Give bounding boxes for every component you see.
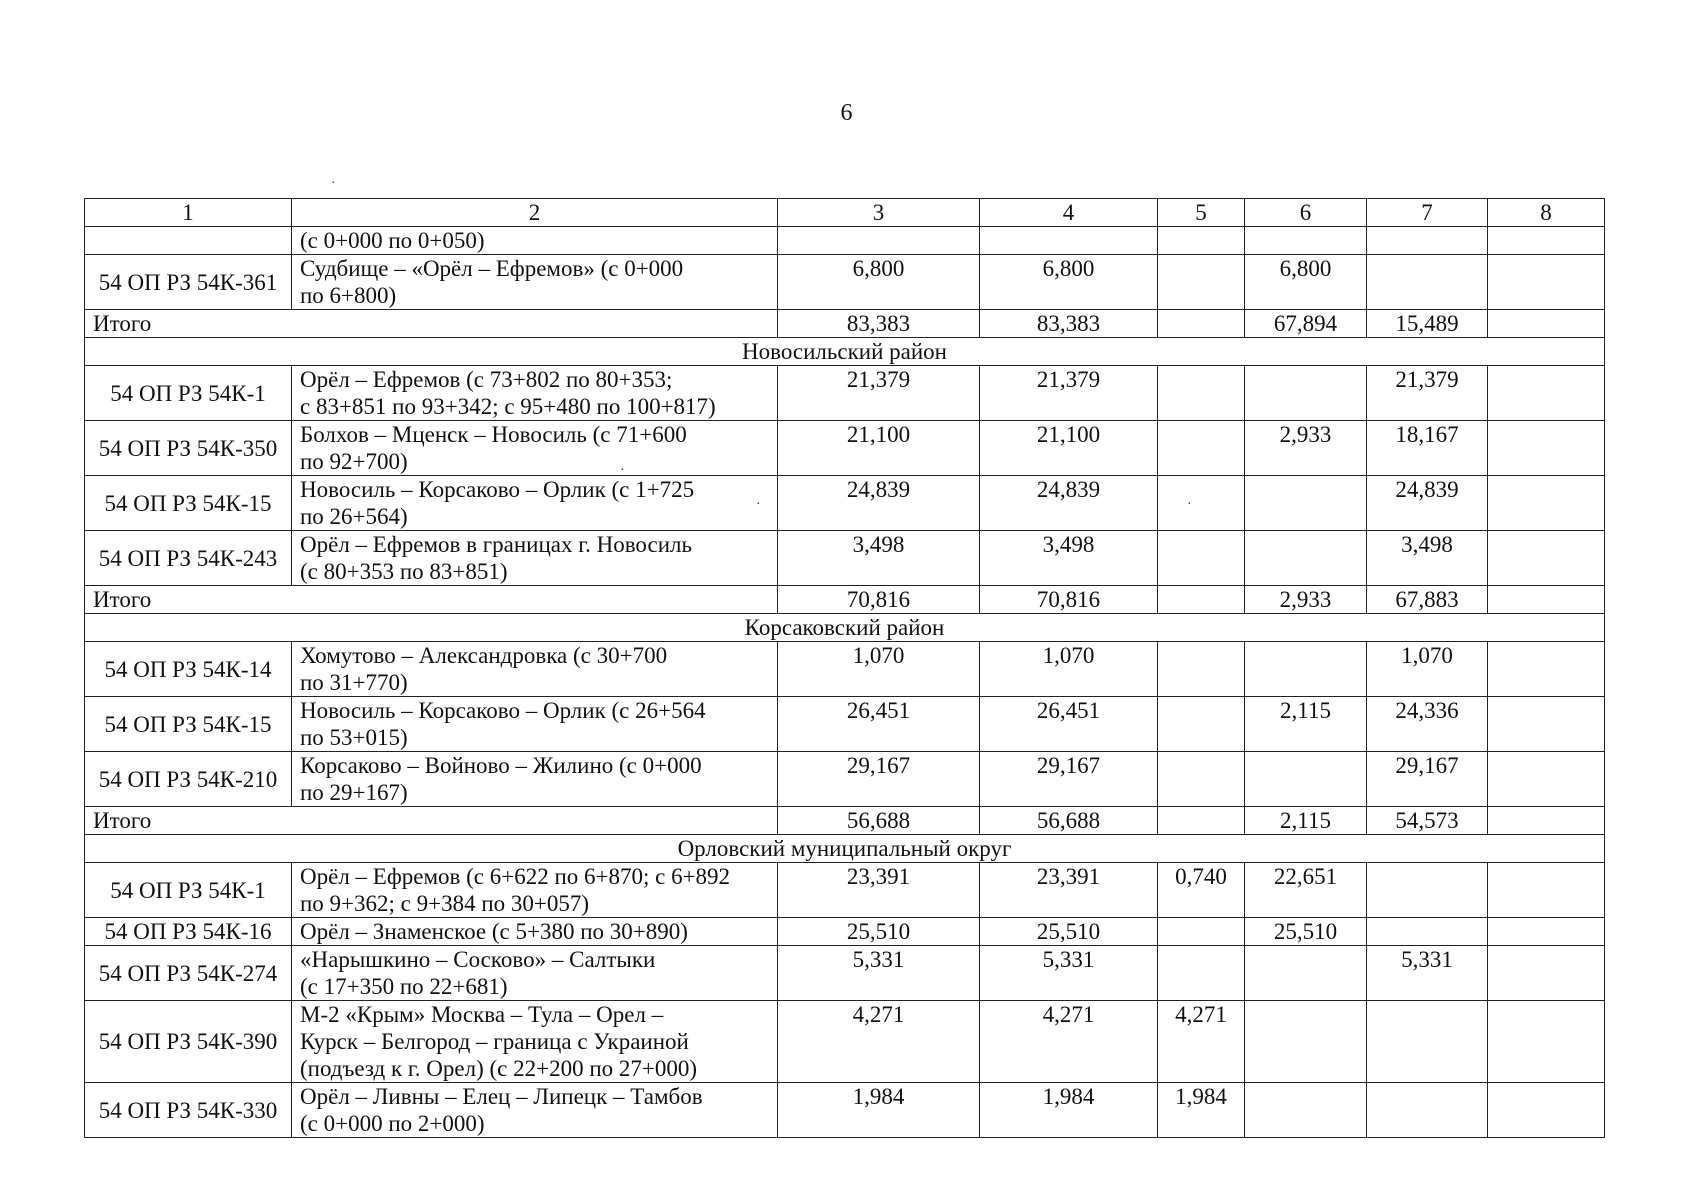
road-code: 54 ОП РЗ 54К-274 [85, 946, 292, 1001]
cell-c3: 21,379 [778, 366, 980, 421]
scan-speck: · [620, 463, 625, 478]
road-name-line: Хомутово – Александровка (с 30+700 [300, 643, 668, 668]
road-code: 54 ОП РЗ 54К-350 [85, 421, 292, 476]
table-row [85, 531, 1605, 586]
table-row [85, 1083, 1605, 1138]
cell-c6: 2,933 [1245, 586, 1367, 614]
cell-c5: 4,271 [1158, 1001, 1245, 1083]
cell-c5 [1158, 476, 1245, 531]
cell-c5 [1158, 918, 1245, 946]
cell-c8 [1488, 1083, 1605, 1138]
cell-c6: 2,933 [1245, 421, 1367, 476]
road-name-line: Орёл – Ефремов (с 73+802 по 80+353; [300, 367, 673, 392]
cell-c3: 23,391 [778, 863, 980, 918]
road-name-line: М-2 «Крым» Москва – Тула – Орел – [300, 1002, 664, 1027]
cell-c3: 56,688 [778, 807, 980, 835]
cell-c7: 15,489 [1367, 310, 1488, 338]
cell-c7 [1367, 255, 1488, 310]
road-name-line: (с 0+000 по 0+050) [300, 228, 485, 253]
cell-c6 [1245, 1083, 1367, 1138]
road-code: 54 ОП РЗ 54К-243 [85, 531, 292, 586]
road-name-line: с 83+851 по 93+342; с 95+480 по 100+817) [300, 394, 716, 419]
district-name: Корсаковский район [85, 614, 1605, 642]
table-row [85, 642, 1605, 697]
cell-c6 [1245, 227, 1367, 255]
cell-c3: 25,510 [778, 918, 980, 946]
cell-c4: 24,839 [980, 476, 1158, 531]
cell-c6: 25,510 [1245, 918, 1367, 946]
cell-c6: 2,115 [1245, 807, 1367, 835]
cell-c7: 67,883 [1367, 586, 1488, 614]
road-code: 54 ОП РЗ 54К-15 [85, 476, 292, 531]
road-name-line: Судбище – «Орёл – Ефремов» (с 0+000 [300, 256, 684, 281]
cell-c6 [1245, 642, 1367, 697]
road-name-line: Орёл – Ливны – Елец – Липецк – Тамбов [300, 1084, 703, 1109]
column-number-5: 5 [1158, 199, 1245, 227]
cell-c5 [1158, 255, 1245, 310]
scan-speck: · [756, 497, 761, 512]
scan-speck: · [1187, 497, 1192, 512]
total-row [85, 807, 1605, 835]
cell-c3: 1,984 [778, 1083, 980, 1138]
cell-c4: 4,271 [980, 1001, 1158, 1083]
road-name [292, 752, 778, 807]
cell-c4: 21,379 [980, 366, 1158, 421]
cell-c4: 25,510 [980, 918, 1158, 946]
road-name [292, 255, 778, 310]
road-name-line: по 26+564) [300, 504, 408, 529]
cell-c8 [1488, 697, 1605, 752]
road-code: 54 ОП РЗ 54К-1 [85, 863, 292, 918]
cell-c7: 3,498 [1367, 531, 1488, 586]
road-name [292, 863, 778, 918]
cell-c3: 26,451 [778, 697, 980, 752]
cell-c5 [1158, 531, 1245, 586]
road-name [292, 227, 778, 255]
total-label: Итого [85, 310, 778, 338]
road-code: 54 ОП РЗ 54К-14 [85, 642, 292, 697]
column-number-2: 2 [292, 199, 778, 227]
cell-c5 [1158, 807, 1245, 835]
cell-c3: 5,331 [778, 946, 980, 1001]
cell-c5 [1158, 227, 1245, 255]
cell-c4: 83,383 [980, 310, 1158, 338]
cell-c6 [1245, 531, 1367, 586]
cell-c8 [1488, 918, 1605, 946]
cell-c7: 18,167 [1367, 421, 1488, 476]
road-name-line: по 53+015) [300, 725, 408, 750]
cell-c7: 24,336 [1367, 697, 1488, 752]
cell-c6: 67,894 [1245, 310, 1367, 338]
table-row [85, 1001, 1605, 1083]
cell-c3: 83,383 [778, 310, 980, 338]
column-number-1: 1 [85, 199, 292, 227]
district-row [85, 338, 1605, 366]
cell-c5 [1158, 366, 1245, 421]
cell-c7: 54,573 [1367, 807, 1488, 835]
cell-c8 [1488, 421, 1605, 476]
road-name-line: по 6+800) [300, 283, 397, 308]
cell-c8 [1488, 586, 1605, 614]
road-code: 54 ОП РЗ 54К-1 [85, 366, 292, 421]
cell-c5 [1158, 752, 1245, 807]
cell-c3: 70,816 [778, 586, 980, 614]
cell-c5 [1158, 642, 1245, 697]
cell-c8 [1488, 310, 1605, 338]
cell-c4: 26,451 [980, 697, 1158, 752]
table-row [85, 918, 1605, 946]
column-number-row [85, 199, 1605, 227]
page-number: 6 [840, 100, 853, 126]
cell-c7 [1367, 227, 1488, 255]
cell-c7 [1367, 1083, 1488, 1138]
road-name [292, 476, 778, 531]
road-name [292, 531, 778, 586]
road-name-line: (с 80+353 по 83+851) [300, 559, 508, 584]
cell-c8 [1488, 752, 1605, 807]
cell-c8 [1488, 1001, 1605, 1083]
cell-c4: 29,167 [980, 752, 1158, 807]
road-name-line: Корсаково – Войново – Жилино (с 0+000 [300, 753, 702, 778]
total-row [85, 586, 1605, 614]
cell-c6 [1245, 946, 1367, 1001]
road-code: 54 ОП РЗ 54К-361 [85, 255, 292, 310]
road-name-line: Курск – Белгород – граница с Украиной [300, 1029, 689, 1054]
cell-c5 [1158, 421, 1245, 476]
road-name-line: по 92+700) [300, 449, 408, 474]
scan-speck: · [331, 176, 336, 191]
cell-c6 [1245, 752, 1367, 807]
road-name-line: Орёл – Ефремов (с 6+622 по 6+870; с 6+892 [300, 864, 731, 889]
road-name [292, 946, 778, 1001]
cell-c7 [1367, 1001, 1488, 1083]
cell-c5 [1158, 586, 1245, 614]
cell-c4: 3,498 [980, 531, 1158, 586]
cell-c4: 5,331 [980, 946, 1158, 1001]
column-number-6: 6 [1245, 199, 1367, 227]
roads-table [84, 198, 1605, 1138]
column-number-8: 8 [1488, 199, 1605, 227]
total-label: Итого [85, 586, 778, 614]
cell-c8 [1488, 946, 1605, 1001]
cell-c4: 23,391 [980, 863, 1158, 918]
road-name-line: Новосиль – Корсаково – Орлик (с 1+725 [300, 477, 695, 502]
cell-c6: 6,800 [1245, 255, 1367, 310]
table-row [85, 255, 1605, 310]
cell-c8 [1488, 366, 1605, 421]
cell-c3: 6,800 [778, 255, 980, 310]
cell-c3: 29,167 [778, 752, 980, 807]
cell-c7: 24,839 [1367, 476, 1488, 531]
district-name: Новосильский район [85, 338, 1605, 366]
cell-c4: 21,100 [980, 421, 1158, 476]
road-name-line: Орёл – Знаменское (с 5+380 по 30+890) [300, 919, 688, 944]
road-code: 54 ОП РЗ 54К-330 [85, 1083, 292, 1138]
cell-c8 [1488, 255, 1605, 310]
road-code: 54 ОП РЗ 54К-15 [85, 697, 292, 752]
road-code: 54 ОП РЗ 54К-390 [85, 1001, 292, 1083]
cell-c4: 56,688 [980, 807, 1158, 835]
district-row [85, 835, 1605, 863]
table-body [85, 199, 1605, 1138]
cell-c5: 1,984 [1158, 1083, 1245, 1138]
cell-c8 [1488, 642, 1605, 697]
table-row [85, 752, 1605, 807]
cell-c6 [1245, 476, 1367, 531]
cell-c8 [1488, 807, 1605, 835]
road-name [292, 366, 778, 421]
cell-c3: 1,070 [778, 642, 980, 697]
cell-c7: 5,331 [1367, 946, 1488, 1001]
total-label: Итого [85, 807, 778, 835]
cell-c3: 4,271 [778, 1001, 980, 1083]
cell-c6: 22,651 [1245, 863, 1367, 918]
cell-c4: 1,984 [980, 1083, 1158, 1138]
road-name-line: (с 0+000 по 2+000) [300, 1111, 485, 1136]
district-name: Орловский муниципальный округ [85, 835, 1605, 863]
table-row [85, 863, 1605, 918]
cell-c5: 0,740 [1158, 863, 1245, 918]
road-code: 54 ОП РЗ 54К-210 [85, 752, 292, 807]
table-row [85, 366, 1605, 421]
cell-c7 [1367, 918, 1488, 946]
cell-c6 [1245, 1001, 1367, 1083]
column-number-4: 4 [980, 199, 1158, 227]
road-name [292, 1083, 778, 1138]
road-name [292, 918, 778, 946]
cell-c6: 2,115 [1245, 697, 1367, 752]
cell-c7 [1367, 863, 1488, 918]
table-row [85, 697, 1605, 752]
table-row [85, 227, 1605, 255]
cell-c7: 1,070 [1367, 642, 1488, 697]
road-name [292, 421, 778, 476]
road-name-line: Новосиль – Корсаково – Орлик (с 26+564 [300, 698, 706, 723]
cell-c7: 21,379 [1367, 366, 1488, 421]
table-row [85, 946, 1605, 1001]
cell-c4: 70,816 [980, 586, 1158, 614]
road-name-line: по 31+770) [300, 670, 408, 695]
road-name [292, 1001, 778, 1083]
road-name-line: Болхов – Мценск – Новосиль (с 71+600 [300, 422, 687, 447]
road-name-line: (подъезд к г. Орел) (с 22+200 по 27+000) [300, 1056, 698, 1081]
cell-c5 [1158, 697, 1245, 752]
cell-c8 [1488, 476, 1605, 531]
cell-c3: 24,839 [778, 476, 980, 531]
table-row [85, 476, 1605, 531]
cell-c4: 1,070 [980, 642, 1158, 697]
cell-c4: 6,800 [980, 255, 1158, 310]
road-name-line: по 29+167) [300, 780, 408, 805]
cell-c8 [1488, 531, 1605, 586]
cell-c5 [1158, 946, 1245, 1001]
column-number-7: 7 [1367, 199, 1488, 227]
road-name-line: Орёл – Ефремов в границах г. Новосиль [300, 532, 692, 557]
cell-c5 [1158, 310, 1245, 338]
cell-c4 [980, 227, 1158, 255]
cell-c8 [1488, 227, 1605, 255]
road-code: 54 ОП РЗ 54К-16 [85, 918, 292, 946]
cell-c3 [778, 227, 980, 255]
cell-c3: 3,498 [778, 531, 980, 586]
total-row [85, 310, 1605, 338]
cell-c8 [1488, 863, 1605, 918]
road-name-line: (с 17+350 по 22+681) [300, 974, 508, 999]
cell-c6 [1245, 366, 1367, 421]
road-name [292, 642, 778, 697]
road-name [292, 697, 778, 752]
road-name-line: «Нарышкино – Сосково» – Салтыки [300, 947, 656, 972]
cell-c3: 21,100 [778, 421, 980, 476]
column-number-3: 3 [778, 199, 980, 227]
district-row [85, 614, 1605, 642]
road-code [85, 227, 292, 255]
road-name-line: по 9+362; с 9+384 по 30+057) [300, 891, 590, 916]
table-row [85, 421, 1605, 476]
cell-c7: 29,167 [1367, 752, 1488, 807]
